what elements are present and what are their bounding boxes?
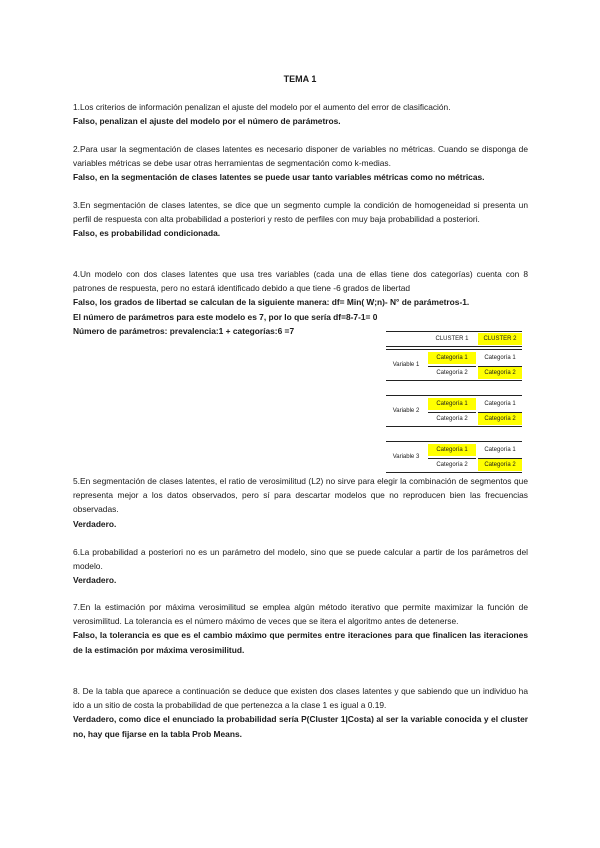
question-text: 6.La probabilidad a posteriori no es un parámetro del modelo, sino que se puede calcular a partir de los parámetros del modelo. xyxy=(73,547,528,572)
question-answer: Verdadero. xyxy=(73,575,117,586)
cluster-table xyxy=(386,331,522,473)
variable-label: Variable 1 xyxy=(392,362,420,368)
table-group-variable-1 xyxy=(386,349,522,381)
question-3 xyxy=(73,198,528,241)
table-cell: Categoría 1 xyxy=(428,398,476,410)
table-group-variable-3 xyxy=(386,441,522,473)
table-header xyxy=(386,331,522,347)
question-answer: Falso, en la segmentación de clases latentes se puede usar tanto variables métricas como no métricas. xyxy=(73,172,485,183)
question-text: 2.Para usar la segmentación de clases latentes es necesario disponer de variables no métricas. Cuando se disponga de variables métricas se debe usar otras herramientas de segmentación como k-medias. xyxy=(73,144,528,169)
question-4 xyxy=(73,267,528,338)
table-cell: Categoría 1 xyxy=(484,447,516,453)
question-7 xyxy=(73,600,528,657)
question-answer-line: El número de parámetros para este modelo es 7, por lo que sería df=8-7-1= 0 xyxy=(73,311,378,322)
question-5 xyxy=(73,474,528,531)
table-cell: Categoría 1 xyxy=(428,352,476,364)
table-cell: Categoría 1 xyxy=(484,401,516,407)
table-cell: Categoría 1 xyxy=(428,444,476,456)
table-cell: Categoría 2 xyxy=(478,366,522,379)
table-cell: Categoría 2 xyxy=(478,458,522,471)
header-cluster-2: CLUSTER 2 xyxy=(478,333,522,345)
question-answer: Verdadero. xyxy=(73,518,117,529)
question-answer-line: Falso, los grados de libertad se calculan de la siguiente manera: df= Min( W;n)- N° de parámetros-1. xyxy=(73,297,470,308)
question-1 xyxy=(73,100,528,128)
table-cell: Categoría 2 xyxy=(478,412,522,425)
question-answer: Falso, penalizan el ajuste del modelo por el número de parámetros. xyxy=(73,116,341,127)
table-cell: Categoría 2 xyxy=(428,458,476,471)
question-text: 8. De la tabla que aparece a continuación se deduce que existen dos clases latentes y que sabiendo que un individuo ha ido a un sitio de costa la probabilidad de que pertenezca a la clase 1 es igual a 0.19. xyxy=(73,686,528,711)
question-2 xyxy=(73,142,528,185)
question-text: 1.Los criterios de información penalizan el ajuste del modelo por el aumento del error de clasificación. xyxy=(73,102,451,112)
question-answer-line: Número de parámetros: prevalencia:1 + categorías:6 =7 xyxy=(73,325,295,336)
question-6 xyxy=(73,545,528,588)
question-text: 7.En la estimación por máxima verosimilitud se emplea algún método iterativo que permite maximizar la función de verosimilitud. La tolerancia es el número máximo de veces que se itera el algoritmo antes de detenerse. xyxy=(73,602,528,627)
question-8 xyxy=(73,684,528,741)
table-cell: Categoría 2 xyxy=(428,366,476,379)
table-cell: Categoría 1 xyxy=(484,355,516,361)
header-cluster-1: CLUSTER 1 xyxy=(435,336,469,342)
question-answer: Falso, es probabilidad condicionada. xyxy=(73,228,221,239)
variable-label: Variable 2 xyxy=(392,408,420,414)
table-cell: Categoría 2 xyxy=(428,412,476,425)
question-text: 5.En segmentación de clases latentes, el ratio de verosimilitud (L2) no sirve para elegir la combinación de segmentos que representa mejor a los datos observados, pero sí para descartar modelos que no reproducen bien las frecuencias observadas. xyxy=(73,476,528,515)
question-text: 4.Un modelo con dos clases latentes que usa tres variables (cada una de ellas tiene dos categorías) cuenta con 8 patrones de respuesta, pero no estará identificado debido a que tiene -6 grados de libertad xyxy=(73,269,528,294)
question-text: 3.En segmentación de clases latentes, se dice que un segmento cumple la condición de homogeneidad si presenta un perfil de respuesta con alta probabilidad a posteriori y resto de perfiles con muy baja probabilidad a posteriori. xyxy=(73,200,528,225)
question-answer: Verdadero, como dice el enunciado la probabilidad sería P(Cluster 1|Costa) al ser la variable conocida y el cluster no, hay que fijarse en la tabla Prob Means. xyxy=(73,714,528,739)
table-group-variable-2 xyxy=(386,395,522,427)
question-answer: Falso, la tolerancia es que es el cambio máximo que permites entre iteraciones para que finalicen las iteraciones de la estimación por máxima verosimilitud. xyxy=(73,630,528,655)
page-title: TEMA 1 xyxy=(283,74,317,84)
variable-label: Variable 3 xyxy=(392,454,420,460)
